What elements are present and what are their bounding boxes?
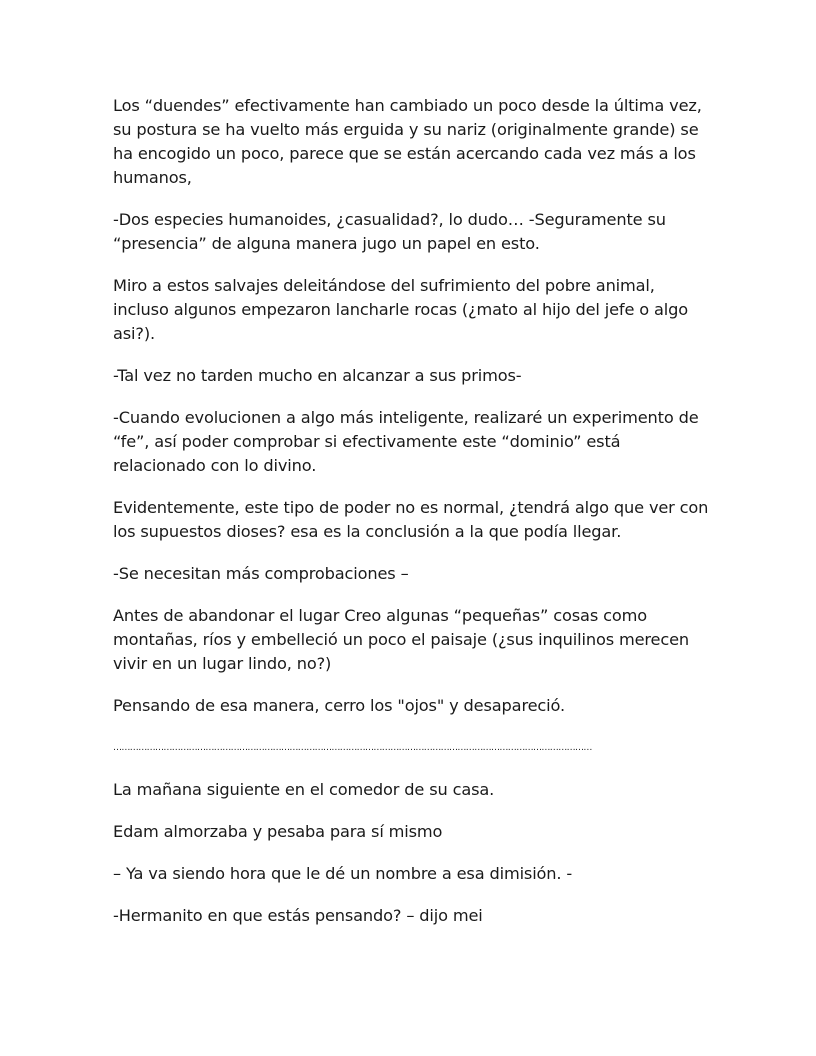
paragraph: -Se necesitan más comprobaciones – — [113, 564, 409, 583]
paragraph: Los “duendes” efectivamente han cambiado un poco desde la última vez, su postura se ha vuelto más erguida y su nariz (originalmente grande) se ha encogido un poco, parece que se están acercando cada vez más a los humanos, — [113, 96, 702, 187]
section-separator: ……………………………………………………………………………………………………………………………………………………… — [113, 743, 592, 753]
paragraph: -Hermanito en que estás pensando? – dijo mei — [113, 906, 483, 925]
paragraph: Miro a estos salvajes deleitándose del sufrimiento del pobre animal, incluso algunos empezaron lancharle rocas (¿mato al hijo del jefe o algo asi?). — [113, 276, 689, 343]
document-body — [113, 94, 713, 928]
paragraph: Antes de abandonar el lugar Creo algunas “pequeñas” cosas como montañas, ríos y embelleció un poco el paisaje (¿sus inquilinos merecen vivir en un lugar lindo, no?) — [113, 606, 690, 673]
paragraph: Pensando de esa manera, cerro los "ojos" y desapareció. — [113, 696, 565, 715]
paragraph: -Dos especies humanoides, ¿casualidad?, lo dudo… -Seguramente su “presencia” de alguna manera jugo un papel en esto. — [113, 210, 666, 253]
paragraph: -Cuando evolucionen a algo más inteligente, realizaré un experimento de “fe”, así poder comprobar si efectivamente este “dominio” está relacionado con lo divino. — [113, 408, 699, 475]
paragraph: La mañana siguiente en el comedor de su casa. — [113, 780, 495, 799]
paragraph: Evidentemente, este tipo de poder no es normal, ¿tendrá algo que ver con los supuestos dioses? esa es la conclusión a la que podía llegar. — [113, 498, 709, 541]
paragraph: -Tal vez no tarden mucho en alcanzar a sus primos- — [113, 366, 522, 385]
paragraph: – Ya va siendo hora que le dé un nombre a esa dimisión. - — [113, 864, 573, 883]
paragraph: Edam almorzaba y pesaba para sí mismo — [113, 822, 443, 841]
